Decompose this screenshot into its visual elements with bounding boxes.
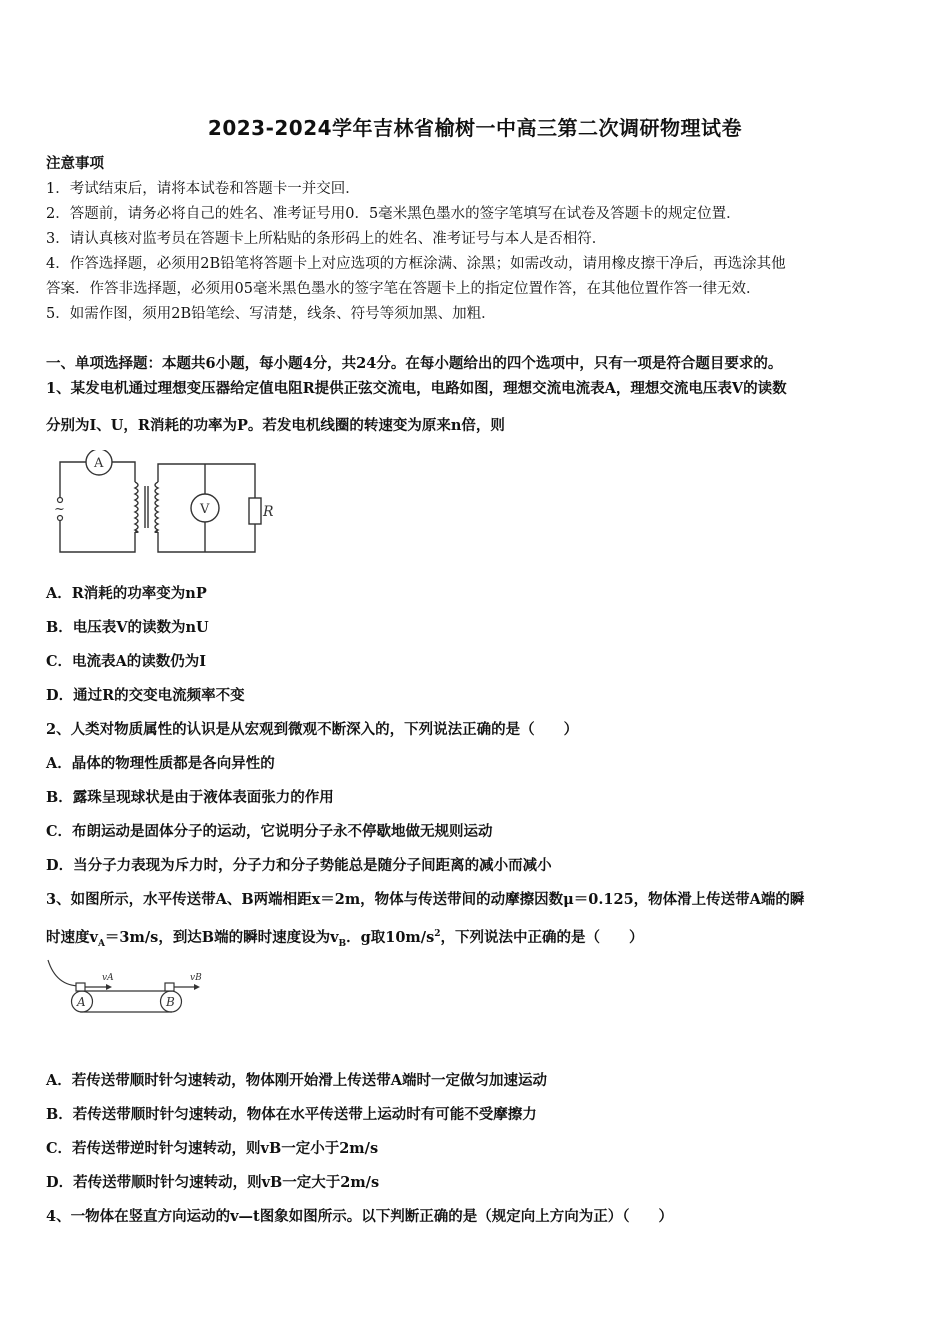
q1-stem: 1、某发电机通过理想变压器给定值电阻R提供正弦交流电，电路如图，理想交流电流表A，理想交流电压表V的读数 — [46, 380, 787, 397]
q2-option-a: A．晶体的物理性质都是各向异性的 — [46, 755, 275, 772]
q3-option-a: A．若传送带顺时针匀速转动，物体刚开始滑上传送带A端时一定做匀加速运动 — [46, 1072, 547, 1089]
section-heading: 一、单项选择题：本题共6小题，每小题4分，共24分。在每小题给出的四个选项中，只有一项是符合题目要求的。 — [46, 355, 783, 372]
q3-option-c: C．若传送带逆时针匀速转动，则vB一定小于2m/s — [46, 1140, 379, 1157]
end-b-label: B — [166, 995, 175, 1009]
q1-option-a: A．R消耗的功率变为nP — [46, 585, 207, 602]
end-a-label: A — [77, 995, 86, 1009]
q3-stem-line2: 时速度$v_A=3m/s$，到达B端的瞬时速度设为$v_B$．g取$10m/s^2$，下列说法中正确的是（ ） — [46, 929, 644, 949]
q2-option-c: C．布朗运动是固体分子的运动，它说明分子永不停歇地做无规则运动 — [46, 823, 493, 840]
q3-option-b: B．若传送带顺时针匀速转动，物体在水平传送带上运动时有可能不受摩擦力 — [46, 1106, 537, 1123]
q1-stem: 分别为I、U，R消耗的功率为P。若发电机线圈的转速变为原来n倍，则 — [46, 417, 505, 434]
q2-option-b: B．露珠呈现球状是由于液体表面张力的作用 — [46, 789, 334, 806]
ammeter-label: A — [94, 456, 104, 471]
resistor-label: R — [263, 504, 274, 520]
velocity-b-label: vB — [190, 973, 202, 983]
q2-option-d: D．当分子力表现为斥力时，分子力和分子势能总是随分子间距离的减小而减小 — [46, 857, 552, 874]
notice-heading: 注意事项 — [46, 155, 104, 172]
q3-option-d: D．若传送带顺时针匀速转动，则vB一定大于2m/s — [46, 1174, 380, 1191]
notice-item: 答案．作答非选择题，必须用05毫米黑色墨水的签字笔在答题卡上的指定位置作答，在其他位置作答一律无效． — [46, 281, 761, 297]
velocity-a-label: vA — [102, 973, 114, 983]
q1-option-d: D．通过R的交变电流频率不变 — [46, 687, 245, 704]
notice-item: 5．如需作图，须用2B铅笔绘、写清楚，线条、符号等须加黑、加粗． — [46, 306, 496, 322]
q1-option-b: B．电压表V的读数为nU — [46, 619, 209, 636]
q3-conveyor-diagram — [44, 958, 224, 1020]
q4-stem: 4、一物体在竖直方向运动的v—t图象如图所示。以下判断正确的是（规定向上方向为正）（ ） — [46, 1208, 673, 1225]
q1-circuit-diagram — [50, 450, 280, 558]
notice-item: 1．考试结束后，请将本试卷和答题卡一并交回． — [46, 181, 360, 197]
notice-item: 3．请认真核对监考员在答题卡上所粘贴的条形码上的姓名、准考证号与本人是否相符． — [46, 231, 607, 247]
notice-item: 2．答题前，请务必将自己的姓名、准考证号用0．5毫米黑色墨水的签字笔填写在试卷及答题卡的规定位置． — [46, 206, 741, 222]
notice-item: 4．作答选择题，必须用2B铅笔将答题卡上对应选项的方框涂满、涂黑；如需改动，请用橡皮擦干净后，再选涂其他 — [46, 256, 786, 272]
ac-source-symbol: ~ — [54, 502, 65, 517]
q2-stem: 2、人类对物质属性的认识是从宏观到微观不断深入的，下列说法正确的是（ ） — [46, 721, 579, 738]
voltmeter-label: V — [200, 502, 210, 517]
page-title: 2023-2024学年吉林省榆树一中高三第二次调研物理试卷 — [207, 116, 743, 140]
q1-option-c: C．电流表A的读数仍为I — [46, 653, 207, 670]
q3-stem: 3、如图所示，水平传送带A、B两端相距x＝2m，物体与传送带间的动摩擦因数μ＝0.125，物体滑上传送带A端的瞬 — [46, 891, 805, 908]
